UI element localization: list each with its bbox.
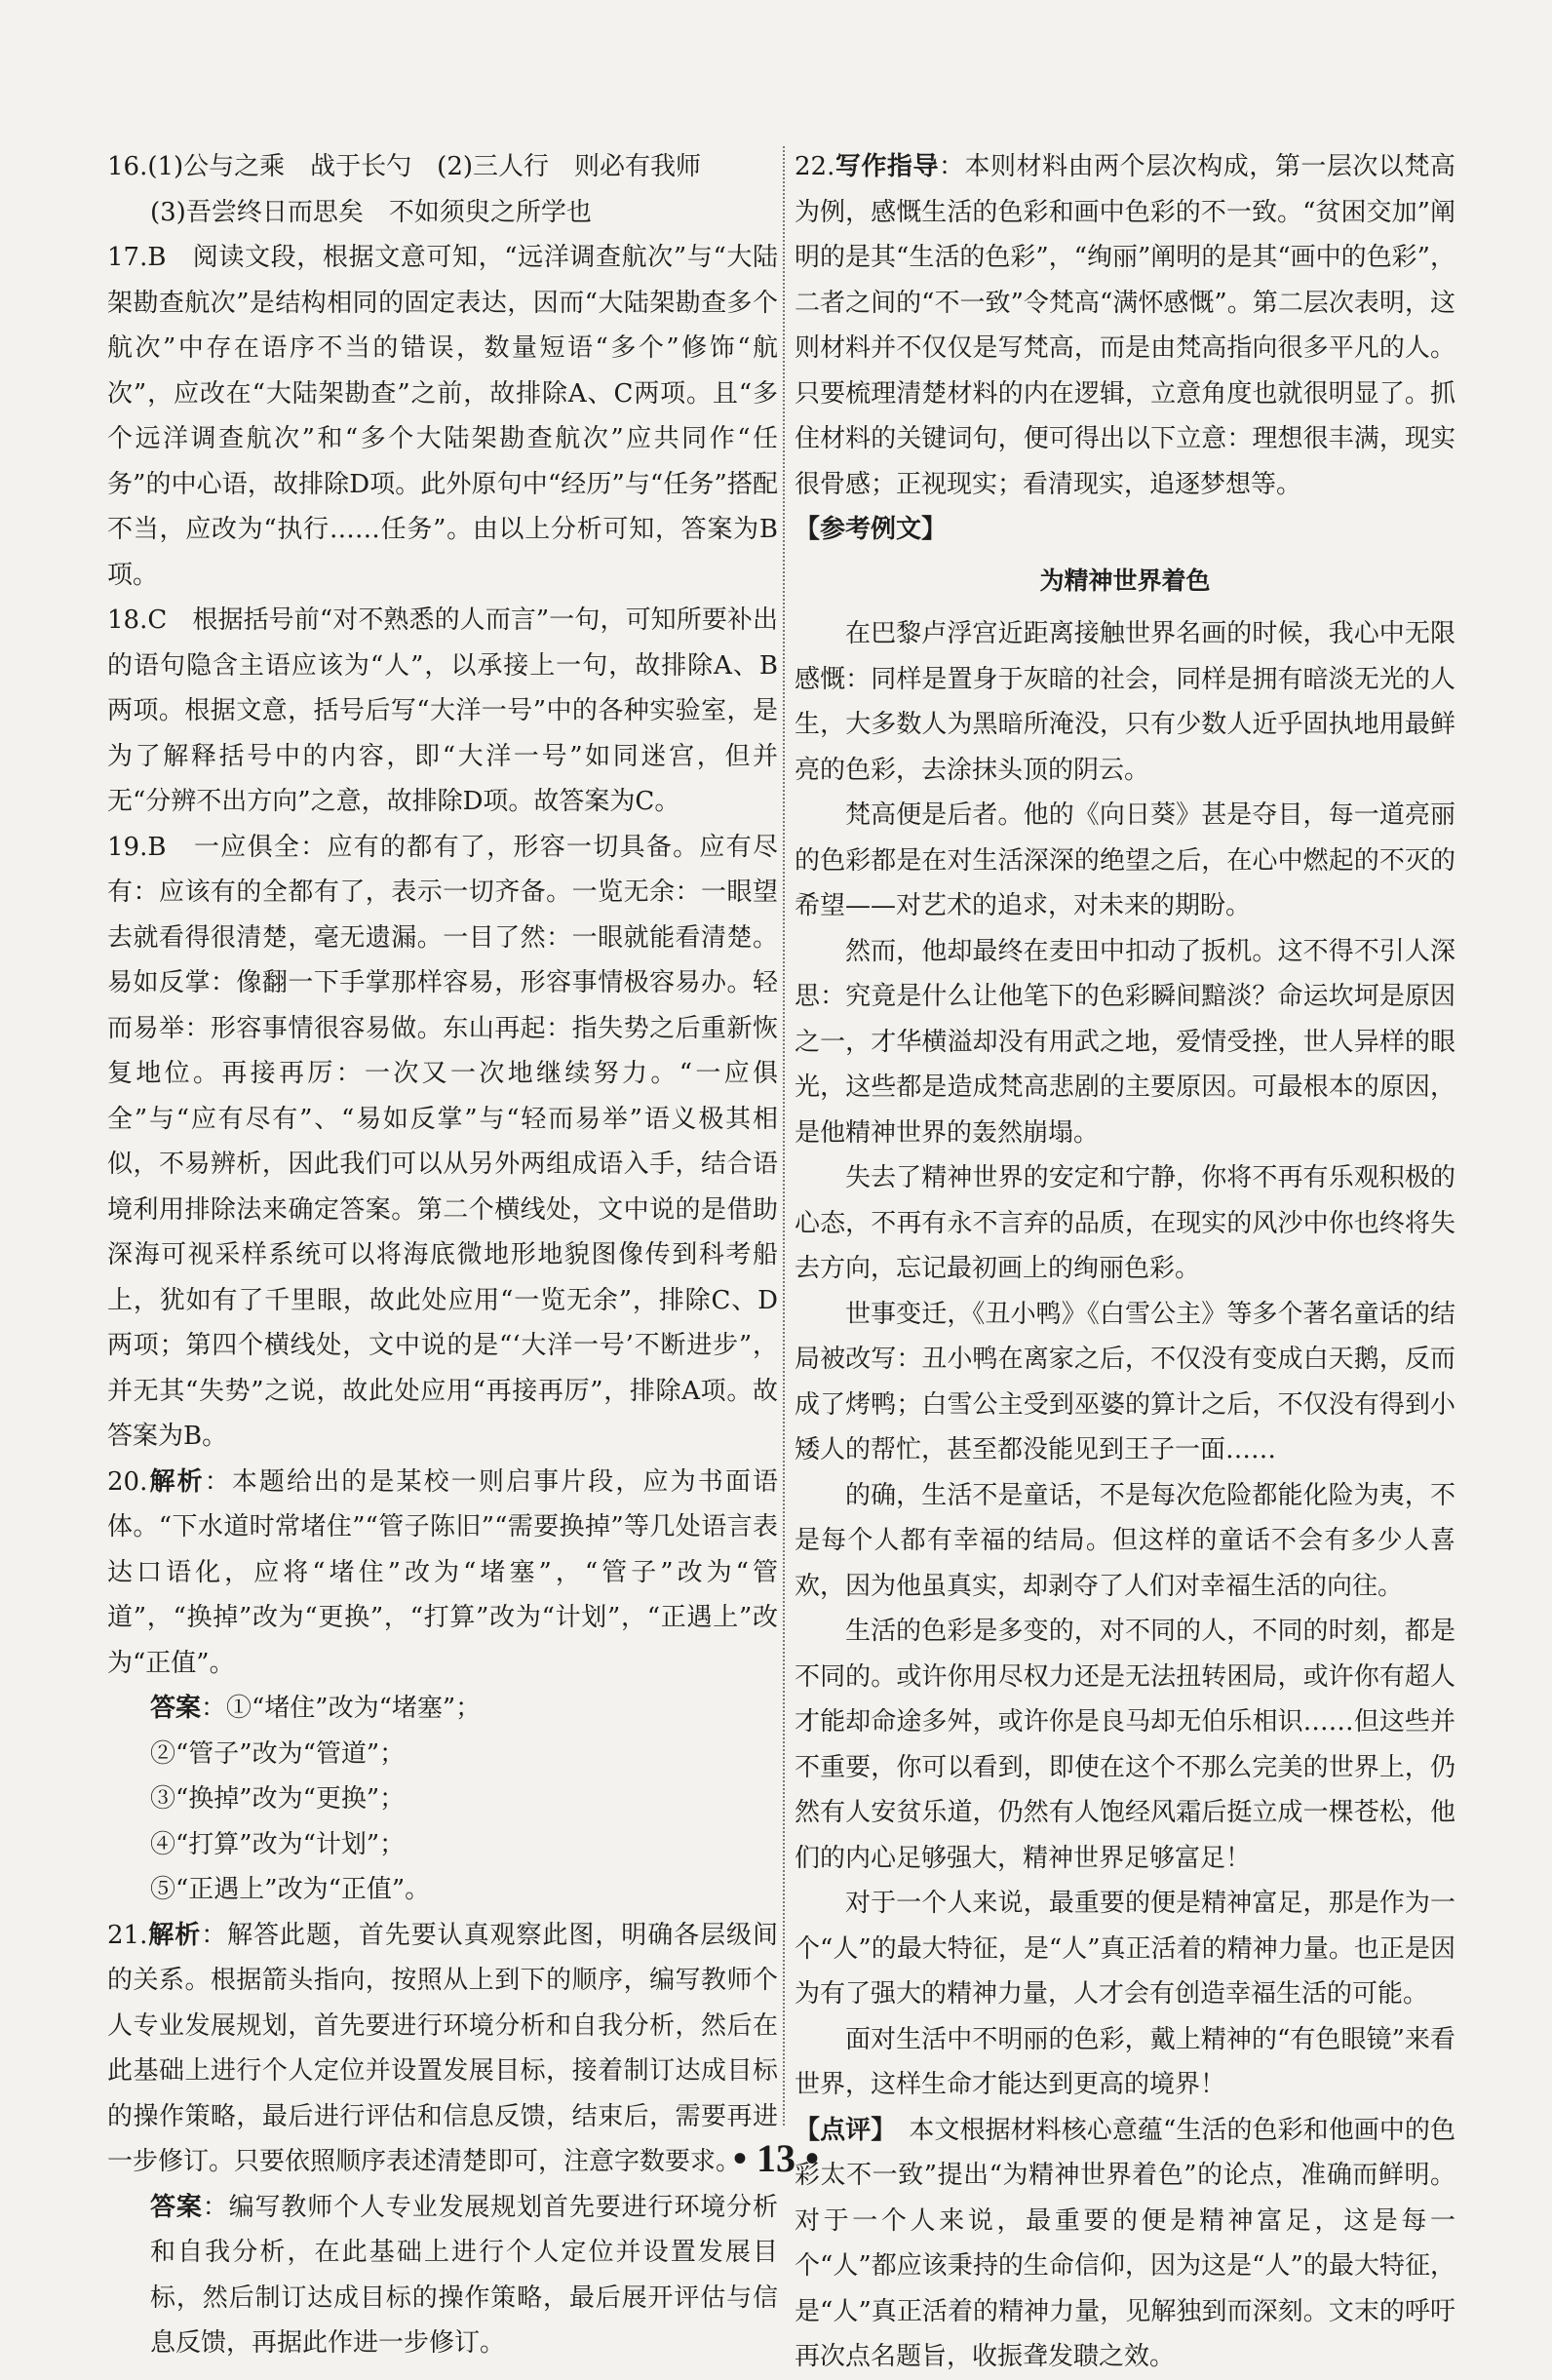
column-divider [783,146,785,2126]
q20-answer-4: ④“打算”改为“计划”； [150,1829,406,1859]
q20-answer-3: ③“换掉”改为“更换”； [150,1784,406,1814]
essay-paragraph: 失去了精神世界的安定和宁静，你将不再有乐观积极的心态，不再有永不言弃的品质，在现实的风沙中你也终将失去方向，忘记最初画上的绚丽色彩。 [795,1163,1455,1283]
q19-answer: 19.B 一应俱全：应有的都有了，形容一切具备。应有尽有：应该有的全都有了，表示一切齐备。一览无余：一眼望去就看得很清楚，毫无遗漏。一目了然：一眼就能看清楚。易如反掌：像翻一下手掌那样容易，形容事情极容易办。轻而易举：形容事情很容易做。东山再起：指失势之后重新恢复地位。再接再厉：一次又一次地继续努力。“一应俱全”与“应有尽有”、“易如反掌”与“轻而易举”语义极其相似，不易辨析，因此我们可以从另外两组成语入手，结合语境利用排除法来确定答案。第二个横线处，文中说的是借助深海可视采样系统可以将海底微地形地貌图像传到科考船上，犹如有了千里眼，故此处应用“一览无余”，排除C、D两项；第四个横线处，文中说的是“‘大洋一号’不断进步”，并无其“失势”之说，故此处应用“再接再厉”，排除A项。故答案为B。 [107,832,778,1451]
q20-answer-1 [107,1686,778,1732]
q21-answer-text: ：编写教师个人专业发展规划首先要进行环境分析和自我分析，在此基础上进行个人定位并设置发展目标，然后制订达成目标的操作策略，最后展开评估与信息反馈，再据此作进一步修订。 [150,2192,778,2358]
sample-essay-tag: 【参考例文】 [795,515,948,544]
q21-answer [107,2185,778,2366]
q22-number: 22. [795,152,835,181]
q22-guidance-text: ：本则材料由两个层次构成，第一层次以梵高为例，感慨生活的色彩和画中色彩的不一致。“贫困交加”阐明的是其“生活的色彩”，“绚丽”阐明的是其“画中的色彩”，二者之间的“不一致”令梵高“满怀感慨”。第二层次表明，这则材料并不仅仅是写梵高，而是由梵高指向很多平凡的人。只要梳理清楚材料的内在逻辑，立意角度也就很明显了。抓住材料的关键词句，便可得出以下立意：理想很丰满，现实很骨感；正视现实；看清现实，追逐梦想等。 [795,152,1455,499]
essay-paragraph: 梵高便是后者。他的《向日葵》甚是夺目，每一道亮丽的色彩都是在对生活深深的绝望之后，在心中燃起的不灭的希望——对艺术的追求，对未来的期盼。 [795,800,1455,920]
essay-paragraph: 对于一个人来说，最重要的便是精神富足，那是作为一个“人”的最大特征，是“人”真正活着的精神力量。也正是因为有了强大的精神力量，人才会有创造幸福生活的可能。 [795,1889,1455,2009]
comment-tag: 【点评】 [795,2115,884,2145]
comment-text: 本文根据材料核心意蕴“生活的色彩和他画中的色彩太不一致”提出“为精神世界着色”的论点，准确而鲜明。对于一个人来说，最重要的便是精神富足，这是每一个“人”都应该秉持的生命信仰，因为这是“人”的最大特征，是“人”真正活着的精神力量，见解独到而深刻。文末的呼吁再次点名题旨，收振聋发聩之效。 [795,2115,1455,2371]
q20-analysis-text: ：本题给出的是某校一则启事片段，应为书面语体。“下水道时常堵住”“管子陈旧”“需要换掉”等几处语言表达口语化，应将“堵住”改为“堵塞”，“管子”改为“管道”，“换掉”改为“更换”，“打算”改为“计划”，“正遇上”改为“正值”。 [107,1466,778,1678]
q21-analysis-label: 解析 [147,1920,202,1950]
q18-answer: 18.C 根据括号前“对不熟悉的人而言”一句，可知所要补出的语句隐含主语应该为“人”，以承接上一句，故排除A、B两项。根据文意，括号后写“大洋一号”中的各种实验室，是为了解释括号中的内容，即“大洋一号”如同迷宫，但并无“分辨不出方向”之意，故排除D项。故答案为C。 [107,605,778,816]
essay-paragraph: 的确，生活不是童话，不是每次危险都能化险为夷，不是每个人都有幸福的结局。但这样的童话不会有多少人喜欢，因为他虽真实，却剥夺了人们对幸福生活的向往。 [795,1480,1455,1601]
q20-answer-2: ②“管子”改为“管道”； [150,1738,406,1769]
q20-number: 20. [107,1466,148,1497]
essay-paragraph: 面对生活中不明丽的色彩，戴上精神的“有色眼镜”来看世界，这样生命才能达到更高的境界！ [795,2024,1455,2099]
q20-answer-item: ：①“堵住”改为“堵塞”； [201,1694,482,1723]
essay-paragraph: 生活的色彩是多变的，对不同的人，不同的时刻，都是不同的。或许你用尽权力还是无法扭转困局，或许你有超人才能却命途多舛，或许你是良马却无伯乐相识……但这些并不重要，你可以看到，即使在这个不那么完美的世界上，仍然有人安贫乐道，仍然有人饱经风霜后挺立成一棵苍松，他们的内心足够强大，精神世界足够富足！ [795,1617,1455,1873]
q20-answer-5: ⑤“正遇上”改为“正值”。 [150,1875,431,1904]
page-number: • 13 • [732,2136,819,2180]
q22-guidance-label: 写作指导 [834,152,939,181]
right-column [795,144,1455,2380]
q20-answer-label: 答案 [150,1694,202,1723]
q21-analysis-text: ：解答此题，首先要认真观察此图，明确各层级间的关系。根据箭头指向，按照从上到下的顺序，编写教师个人专业发展规划，首先要进行环境分析和自我分析，然后在此基础上进行个人定位并设置发展目标，接着制订达成目标的操作策略，最后进行评估和信息反馈，结束后，需要再进一步修订。只要依照顺序表述清楚即可，注意字数要求。 [107,1920,778,2176]
q20-analysis [107,1460,778,1687]
q21-answer-label: 答案 [150,2192,203,2222]
q16-line1: 16.(1)公与之乘 战于长勺 (2)三人行 则必有我师 [107,152,702,181]
essay-title: 为精神世界着色 [1039,566,1211,595]
essay-paragraph: 然而，他却最终在麦田中扣动了扳机。这不得不引人深思：究竟是什么让他笔下的色彩瞬间黯淡？命运坎坷是原因之一，才华横溢却没有用武之地，爱情受挫，世人异样的眼光，这些都是造成梵高悲剧的主要原因。可最根本的原因，是他精神世界的轰然崩塌。 [795,936,1455,1148]
left-column [107,144,778,2366]
q22-guidance [795,144,1455,507]
q17-answer: 17.B 阅读文段，根据文意可知，“远洋调查航次”与“大陆架勘查航次”是结构相同的固定表达，因而“大陆架勘查多个航次”中存在语序不当的错误，数量短语“多个”修饰“航次”，应改在“大陆架勘查”之前，故排除A、C两项。且“多个远洋调查航次”和“多个大陆架勘查航次”应共同作“任务”的中心语，故排除D项。此外原句中“经历”与“任务”搭配不当，应改为“执行……任务”。由以上分析可知，答案为B项。 [107,243,778,590]
q20-analysis-label: 解析 [147,1466,205,1497]
essay-paragraph: 世事变迁，《丑小鸭》《白雪公主》等多个著名童话的结局被改写：丑小鸭在离家之后，不仅没有变成白天鹅，反而成了烤鸭；白雪公主受到巫婆的算计之后，不仅没有得到小矮人的帮忙，甚至都没能见到王子一面…… [795,1299,1455,1464]
q21-number: 21. [107,1920,148,1950]
q16-line2: (3)吾尝终日而思矣 不如须臾之所学也 [150,197,592,227]
essay-paragraph: 在巴黎卢浮宫近距离接触世界名画的时候，我心中无限感慨：同样是置身于灰暗的社会，同样是拥有暗淡无光的人生，大多数人为黑暗所淹没，只有少数人近乎固执地用最鲜亮的色彩，去涂抹头顶的阴云。 [795,619,1455,785]
